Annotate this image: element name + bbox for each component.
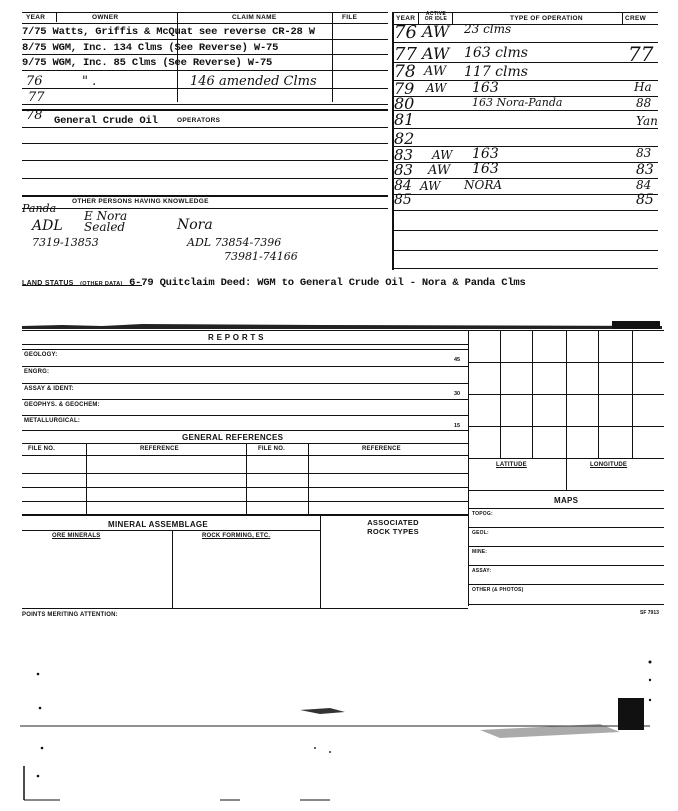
form-number: SF 7913 <box>640 610 659 616</box>
operators-label: OPERATORS <box>177 117 221 124</box>
latitude-label: LATITUDE <box>496 462 527 468</box>
maps-mine: MINE: <box>472 549 488 555</box>
activity-status-83b: AW <box>428 163 451 178</box>
activity-crew-85: 85 <box>636 192 654 208</box>
other-persons-hand-5: 7319-13853 <box>32 236 99 249</box>
longitude-label: LONGITUDE <box>590 462 628 468</box>
points-meriting-attention: POINTS MERITING ATTENTION: <box>22 612 118 618</box>
activity-op-83b: 163 <box>472 161 499 177</box>
owners-year-header: YEAR <box>26 14 46 21</box>
activity-year-78: 78 <box>394 62 416 82</box>
activity-op-80: 163 Nora-Panda <box>472 96 563 109</box>
activity-op-78: 117 clms <box>464 64 528 80</box>
activity-status-79: AW <box>426 81 447 95</box>
owner-78-name: General Crude Oil <box>54 115 158 127</box>
scan-artifact-bar <box>22 318 662 328</box>
activity-year-82: 82 <box>394 129 415 148</box>
reports-section <box>22 330 468 430</box>
reports-engrg: ENGRG: <box>24 369 50 375</box>
reports-assay-num: 30 <box>454 391 461 397</box>
reports-title: R E P O R T S <box>208 333 264 342</box>
activity-year-77: 77 <box>394 44 417 65</box>
maps-assay: ASSAY: <box>472 568 492 574</box>
activity-crew-83b: 83 <box>636 162 654 178</box>
activity-year-84: 84 <box>394 178 412 194</box>
maps-other: OTHER (& PHOTOS) <box>472 587 524 593</box>
activity-crew-header: CREW <box>625 15 647 22</box>
activity-type-header: TYPE OF OPERATION <box>510 15 583 22</box>
land-status-label: LAND STATUS <box>22 280 74 287</box>
activity-crew-84: 84 <box>636 178 652 192</box>
land-status <box>22 272 662 289</box>
associated-rock-types: ASSOCIATED ROCK TYPES <box>367 518 419 536</box>
reports-metallurgical-num: 15 <box>454 423 461 429</box>
activity-status-78: AW <box>424 64 447 79</box>
activity-status-76: AW <box>422 22 450 41</box>
maps-geol: GEOL: <box>472 530 489 536</box>
owner-76-claim: 146 amended Clms <box>190 74 317 89</box>
owner-76-year: 76 <box>26 74 43 89</box>
gen-ref-col-file1: FILE NO. <box>28 446 55 452</box>
other-persons-hand-8: 73981-74166 <box>224 250 298 263</box>
owner-77-year: 77 <box>28 90 45 105</box>
other-persons-label: OTHER PERSONS HAVING KNOWLEDGE <box>72 198 209 205</box>
gen-ref-col-file2: FILE NO. <box>258 446 285 452</box>
activity-year-80: 80 <box>394 94 415 113</box>
activity-year-header: YEAR <box>396 15 416 22</box>
owners-file-header: FILE <box>342 14 358 21</box>
other-persons-hand-1: Panda <box>22 202 57 215</box>
owner-row-3: 9/75 WGM, Inc. 85 Clms (See Reverse) W-75 <box>22 57 273 69</box>
ore-minerals: ORE MINERALS <box>52 533 101 539</box>
activity-crew-83a: 83 <box>636 146 652 160</box>
owner-78-year: 78 <box>26 108 43 123</box>
activity-status-84: AW <box>420 179 441 193</box>
activity-year-81: 81 <box>394 110 415 129</box>
owners-claim-header: CLAIM NAME <box>232 14 277 21</box>
owner-76-marks: " . <box>82 74 97 89</box>
maps-title: MAPS <box>554 496 579 505</box>
maps-topog: TOPOG: <box>472 511 493 517</box>
activity-crew-81: Yan <box>636 114 658 128</box>
activity-year-83b: 83 <box>394 161 414 179</box>
other-persons-hand-2: E Nora <box>84 209 128 223</box>
activity-status-77: AW <box>422 44 450 63</box>
owners-owner-header: OWNER <box>92 14 119 21</box>
activity-op-79: 163 <box>472 80 499 96</box>
activity-crew-77: 77 <box>628 42 654 66</box>
other-persons-hand-4: Sealed <box>84 220 126 234</box>
activity-op-84: NORA <box>464 178 503 192</box>
other-persons-hand-7: ADL 73854-7396 <box>187 236 282 249</box>
other-persons-hand-3: ADL <box>32 218 63 234</box>
gen-ref-title: GENERAL REFERENCES <box>182 433 284 442</box>
mineral-assemblage <box>22 514 468 608</box>
activity-year-83a: 83 <box>394 146 414 164</box>
gen-ref-col-ref2: REFERENCE <box>362 446 401 452</box>
land-status-sub: (OTHER DATA) <box>80 281 123 287</box>
activity-year-79: 79 <box>394 79 415 98</box>
scan-noise <box>0 620 678 806</box>
activity-crew-80: 88 <box>636 96 652 110</box>
activity-active-header: ACTIVE OR IDLE <box>424 11 448 22</box>
reports-assay: ASSAY & IDENT: <box>24 386 74 392</box>
gen-ref-col-ref1: REFERENCE <box>140 446 179 452</box>
general-references <box>22 430 468 514</box>
mineral-title: MINERAL ASSEMBLAGE <box>108 520 209 529</box>
owner-row-2: 8/75 WGM, Inc. 134 Clms (See Reverse) W-75 <box>22 42 279 54</box>
activity-status-83a: AW <box>432 148 453 162</box>
activity-section <box>392 12 658 274</box>
reports-metallurgical: METALLURGICAL: <box>24 418 81 424</box>
activity-op-83a: 163 <box>472 146 499 162</box>
owners-section <box>22 12 388 272</box>
reports-geology: GEOLOGY: <box>24 352 58 358</box>
maps-section <box>468 490 664 608</box>
land-status-text: 6-79 Quitclaim Deed: WGM to General Crude Oil - Nora & Panda Clms <box>129 277 526 289</box>
reports-geophys: GEOPHYS. & GEOCHEM: <box>24 402 100 408</box>
other-persons-hand-6: Nora <box>177 217 213 233</box>
location-grid <box>468 330 664 490</box>
activity-op-76: 23 clms <box>464 22 512 36</box>
rock-forming: ROCK FORMING, ETC. <box>202 533 271 539</box>
reports-geology-num: 45 <box>454 357 461 363</box>
activity-crew-79: Ha <box>634 80 652 94</box>
activity-year-85: 85 <box>394 192 412 208</box>
activity-year-76: 76 <box>394 22 417 43</box>
owner-row-1: 7/75 Watts, Griffis & McQuat see reverse CR-28 W <box>22 26 315 38</box>
activity-op-77: 163 clms <box>464 45 528 61</box>
